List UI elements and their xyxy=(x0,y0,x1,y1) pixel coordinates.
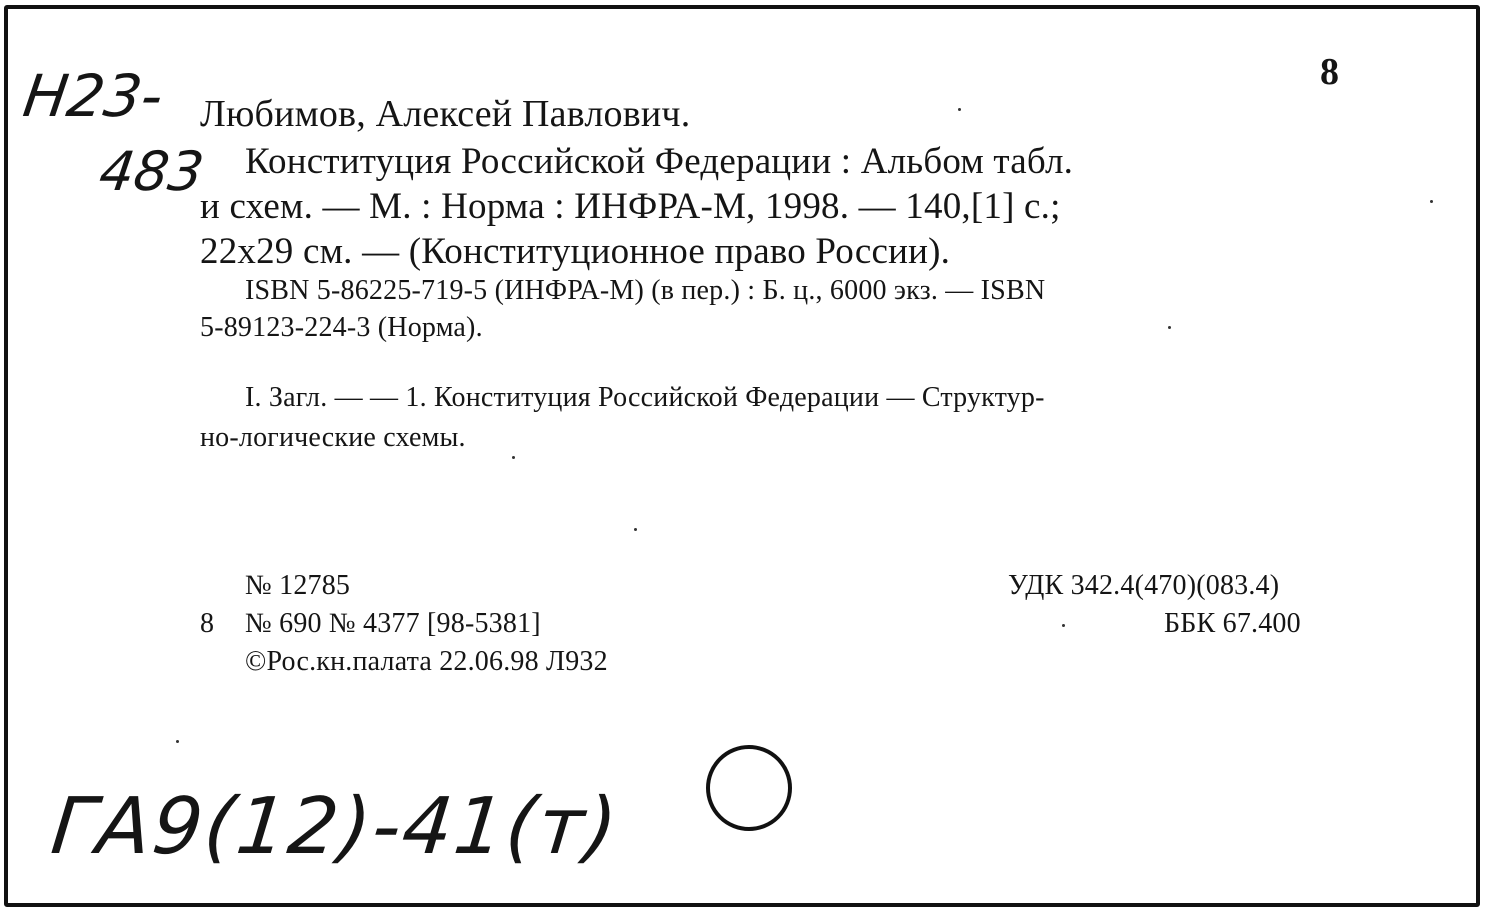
speck xyxy=(1062,624,1065,627)
handwritten-shelfmark-line1: Н23- xyxy=(19,62,168,130)
handwritten-bottom-shelfmark: ГА9(12)-41(т) xyxy=(47,782,623,872)
speck xyxy=(176,740,179,743)
issue-prefix: 8 xyxy=(200,608,215,639)
author-heading: Любимов, Алексей Павлович. xyxy=(200,93,691,135)
title-line-2: и схем. — М. : Норма : ИНФРА-М, 1998. — 140,[1] с.; xyxy=(200,186,1061,227)
speck xyxy=(512,456,515,459)
udc-code: УДК 342.4(470)(083.4) xyxy=(1008,570,1280,601)
title-line-1: Конституция Российской Федерации : Альбом табл. xyxy=(245,141,1074,182)
speck xyxy=(1430,200,1433,203)
subjects-line-1: I. Загл. — — 1. Конституция Российской Федерации — Структур- xyxy=(245,382,1045,413)
title-line-3: 22х29 см. — (Конституционное право России). xyxy=(200,231,951,272)
copyright-line: ©Рос.кн.палата 22.06.98 Л932 xyxy=(245,646,608,677)
speck xyxy=(1168,326,1171,329)
speck xyxy=(958,108,961,111)
isbn-line-2: 5-89123-224-3 (Норма). xyxy=(200,312,483,343)
issue-line: № 690 № 4377 [98-5381] xyxy=(245,608,541,639)
subjects-line-2: но-логические схемы. xyxy=(200,422,466,453)
speck xyxy=(634,528,637,531)
page-number: 8 xyxy=(1320,51,1340,93)
handwritten-shelfmark-line2: 483 xyxy=(95,140,208,203)
punch-hole xyxy=(706,745,792,831)
bbk-code: ББК 67.400 xyxy=(1164,608,1301,639)
record-number: № 12785 xyxy=(245,570,351,601)
isbn-line-1: ISBN 5-86225-719-5 (ИНФРА-М) (в пер.) : Б. ц., 6000 экз. — ISBN xyxy=(245,275,1046,306)
